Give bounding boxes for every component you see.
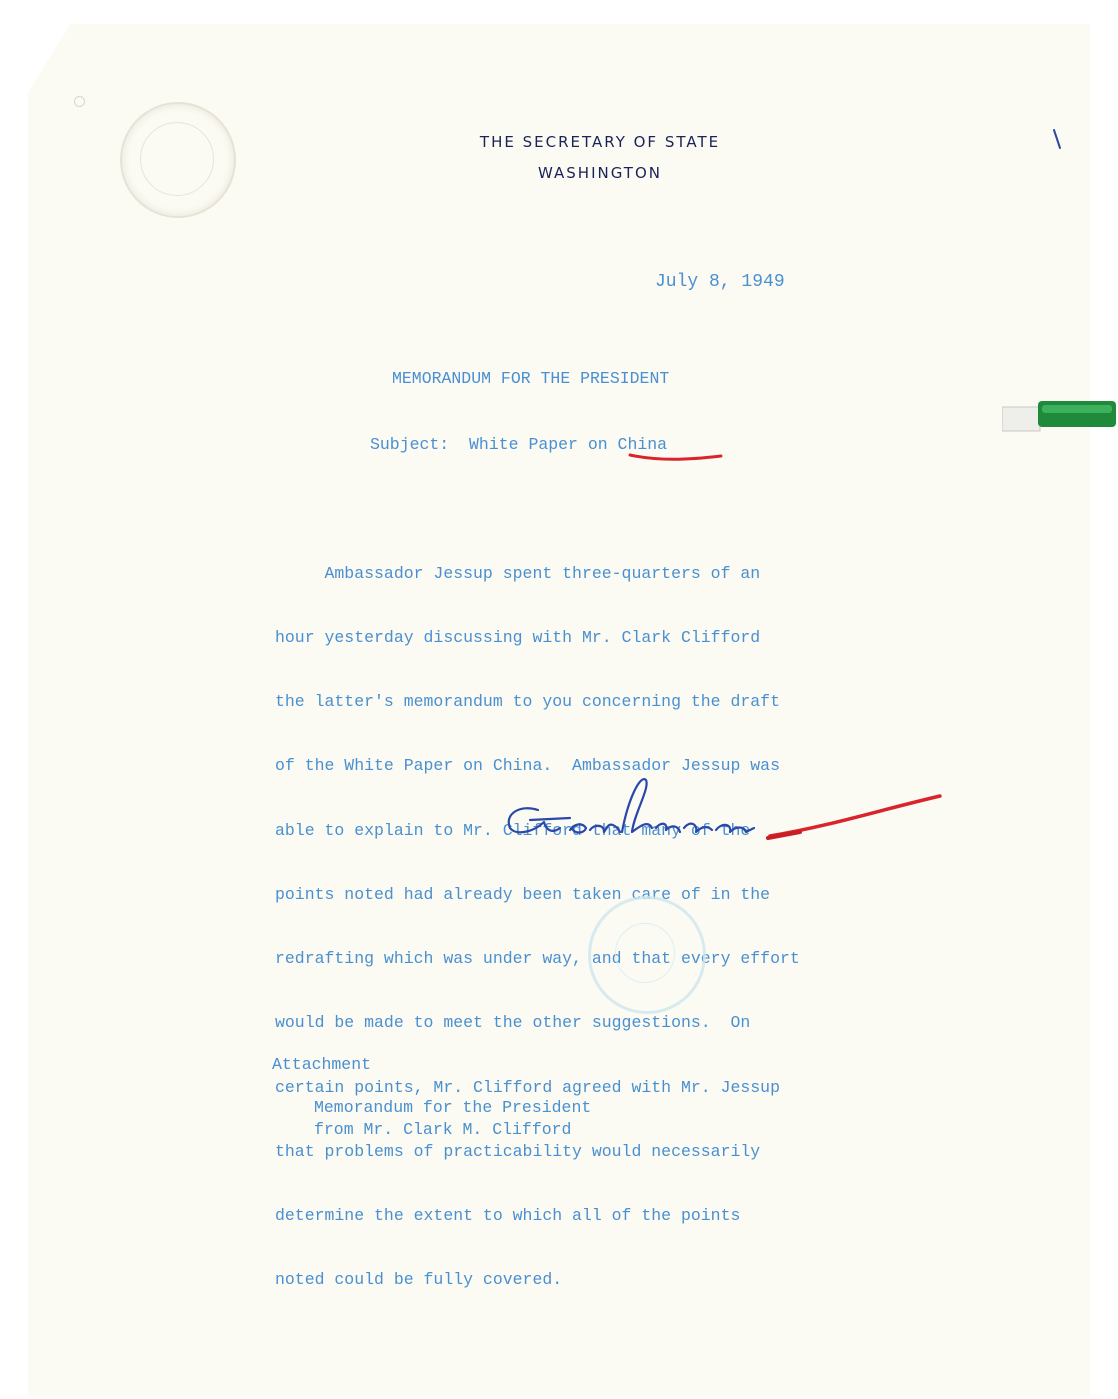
red-pencil-underline: [628, 447, 724, 467]
green-paper-clip-icon: [1002, 395, 1118, 437]
attachment-line: Memorandum for the President: [314, 1098, 592, 1117]
punch-hole: [74, 96, 85, 107]
body-line: hour yesterday discussing with Mr. Clark Clifford: [275, 628, 761, 648]
body-line: that problems of practicability would necessarily: [275, 1141, 761, 1161]
body-line: certain points, Mr. Clifford agreed with Mr. Jessup: [275, 1077, 780, 1097]
letter-date: July 8, 1949: [655, 272, 785, 292]
letterhead-city: WASHINGTON: [538, 164, 662, 182]
body-line: would be made to meet the other suggestions. On: [275, 1013, 751, 1033]
embossed-seal-icon: [120, 102, 236, 218]
handwritten-signature: [500, 770, 950, 860]
body-line: determine the extent to which all of the points: [275, 1206, 741, 1225]
body-line: Ambassador Jessup spent three-quarters of an: [275, 563, 761, 583]
memo-title: MEMORANDUM FOR THE PRESIDENT: [392, 369, 670, 388]
attachment-line: from Mr. Clark M. Clifford: [314, 1120, 572, 1139]
body-line: the latter's memorandum to you concerning the draft: [275, 692, 780, 712]
attachment-label: Attachment: [272, 1055, 372, 1074]
memo-body: [275, 520, 800, 1312]
body-line: redrafting which was under way, and that every effort: [275, 949, 800, 969]
memo-subject: [370, 435, 667, 454]
body-line: noted could be fully covered.: [275, 1270, 563, 1290]
body-line: able to explain to Mr. Clifford that many of the: [275, 820, 751, 840]
archive-stamp-icon: [588, 896, 706, 1014]
letterhead-title: THE SECRETARY OF STATE: [479, 133, 721, 151]
body-line: points noted had already been taken care of in the: [275, 884, 771, 904]
subject-text: White Paper on China: [469, 435, 668, 454]
subject-label: Subject:: [370, 435, 450, 454]
blue-edge-mark: [1050, 128, 1064, 150]
body-line: of the White Paper on China. Ambassador Jessup was: [275, 756, 780, 776]
